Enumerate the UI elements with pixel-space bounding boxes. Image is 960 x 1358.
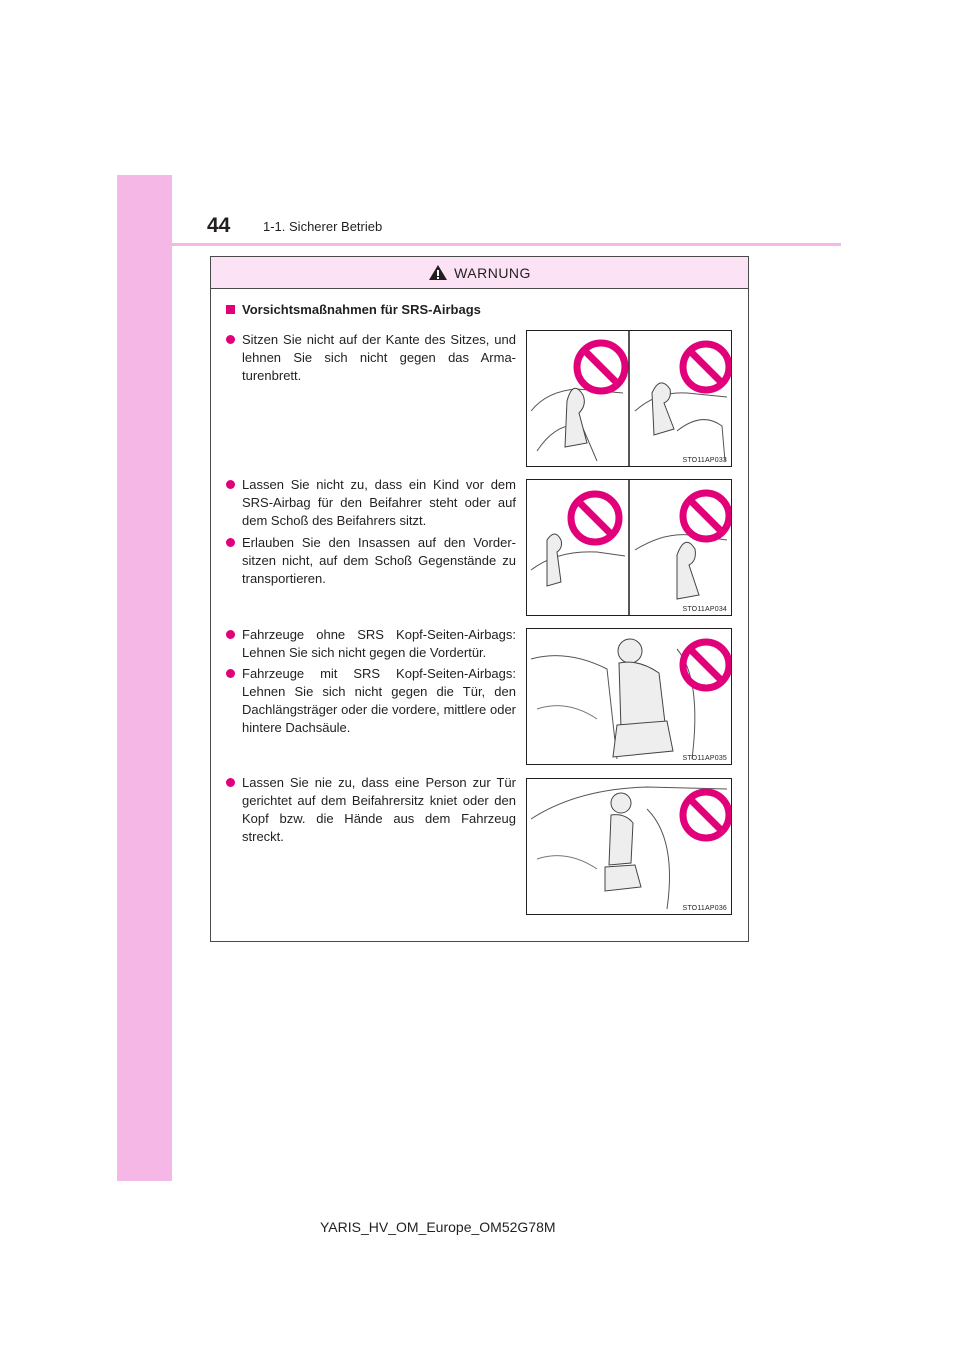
bullet-dot-icon xyxy=(226,538,235,547)
prohibition-icon xyxy=(571,494,619,542)
bullet-item xyxy=(226,626,516,662)
bullet-text: Fahrzeuge ohne SRS Kopf-Seiten-Airbags: Lehnen Sie sich nicht gegen die Vordertür. xyxy=(242,627,516,660)
bullet-dot-icon xyxy=(226,669,235,678)
bullet-text: Fahrzeuge mit SRS Kopf-Seiten-Airbags: Lehnen Sie sich nicht gegen die Tür, den Dachlängsträger oder die vordere, mittlere oder hintere Dachsäule. xyxy=(242,666,516,735)
bullet-item xyxy=(226,774,516,846)
figure-code: STO11AP034 xyxy=(682,606,727,613)
illustration-leaning-on-door xyxy=(526,628,732,765)
prohibition-icon xyxy=(683,493,729,539)
document-id-footer: YARIS_HV_OM_Europe_OM52G78M xyxy=(320,1219,556,1235)
illustration-child-in-front xyxy=(526,479,732,616)
prohibition-icon xyxy=(683,344,729,390)
bullet-item xyxy=(226,331,516,385)
bullet-item xyxy=(226,476,516,530)
square-bullet-icon xyxy=(226,305,235,314)
bullet-text: Sitzen Sie nicht auf der Kante des Sitzes, und lehnen Sie sich nicht gegen das Arma-turenbrett. xyxy=(242,332,516,383)
illustration-kneeling-toward-door xyxy=(526,778,732,915)
illustration-edge-of-seat xyxy=(526,330,732,467)
bullet-text: Erlauben Sie den Insassen auf den Vorder-sitzen nicht, auf dem Schoß Gegenstände zu transportieren. xyxy=(242,535,516,586)
warning-subheading-text: Vorsichtsmaßnahmen für SRS-Airbags xyxy=(242,302,481,317)
header-rule xyxy=(117,243,841,246)
warning-header xyxy=(211,257,748,289)
warning-title: WARNUNG xyxy=(454,264,531,281)
bullet-dot-icon xyxy=(226,778,235,787)
bullet-text: Lassen Sie nicht zu, dass ein Kind vor dem SRS-Airbag für den Beifahrer steht oder auf dem Schoß des Beifahrers sitzt. xyxy=(242,477,516,528)
figure-code: STO11AP036 xyxy=(682,905,727,912)
bullet-dot-icon xyxy=(226,480,235,489)
side-color-band xyxy=(117,175,172,1181)
warning-triangle-icon xyxy=(428,264,448,281)
prohibition-icon xyxy=(577,343,625,391)
figure-code: STO11AP035 xyxy=(682,755,727,762)
bullet-text: Lassen Sie nie zu, dass eine Person zur Tür gerichtet auf dem Beifahrersitz kniet oder den Kopf bzw. die Hände aus dem Fahrzeug streckt. xyxy=(242,775,516,844)
prohibition-icon xyxy=(683,792,729,838)
bullet-item xyxy=(226,665,516,737)
page-number: 44 xyxy=(207,214,231,237)
section-title: 1-1. Sicherer Betrieb xyxy=(263,219,383,234)
figure-code: STO11AP033 xyxy=(682,457,727,464)
warning-subheading xyxy=(226,302,481,317)
bullet-dot-icon xyxy=(226,335,235,344)
prohibition-icon xyxy=(683,642,729,688)
bullet-dot-icon xyxy=(226,630,235,639)
bullet-item xyxy=(226,534,516,588)
